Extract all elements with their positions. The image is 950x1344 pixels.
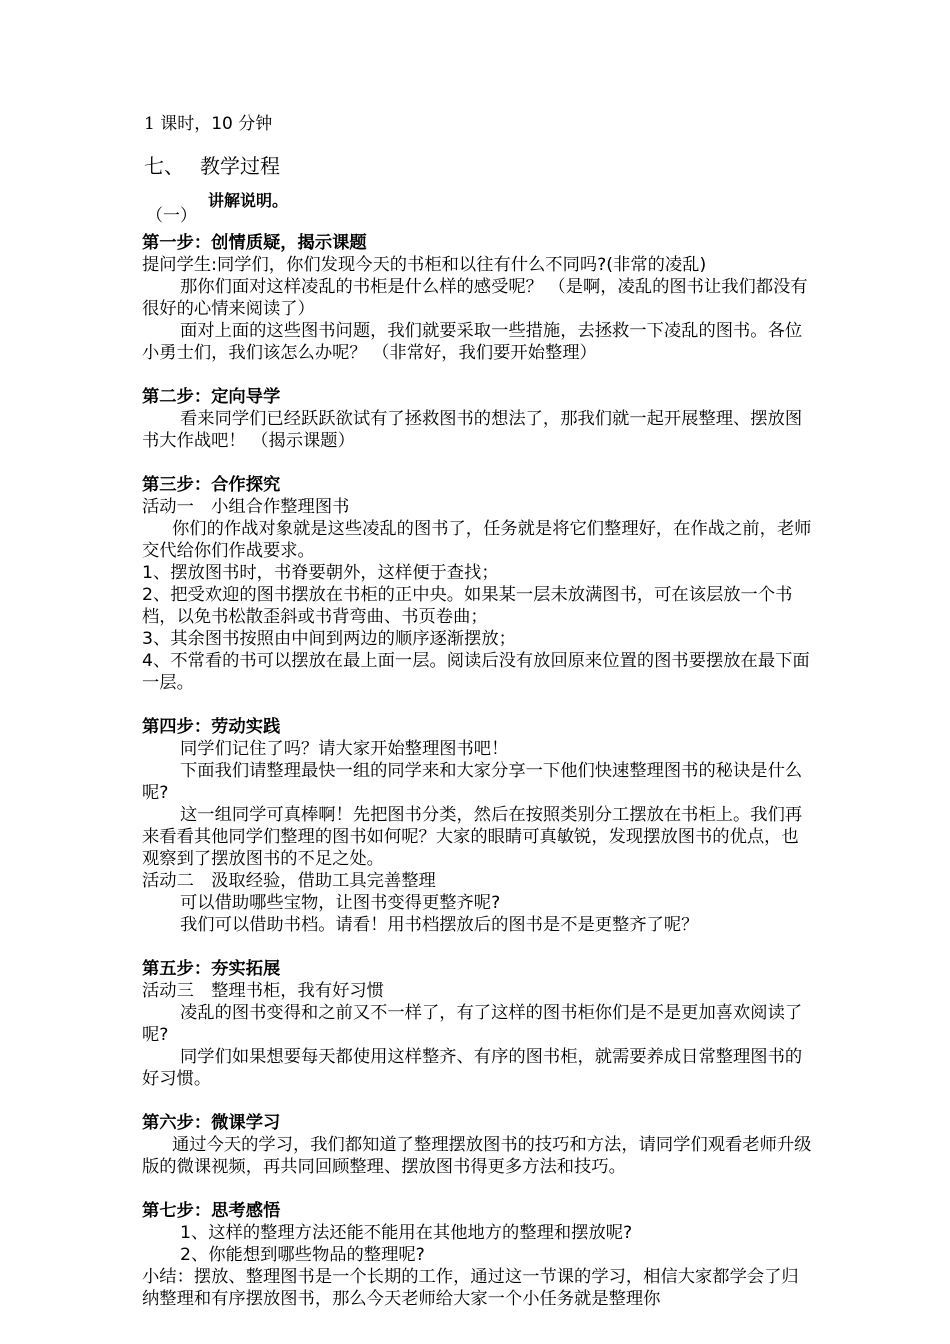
paragraph: 这一组同学可真棒啊！先把图书分类，然后在按照类别分工摆放在书柜上。我们再来看看其他同学们整理的图书如何呢？大家的眼睛可真敏锐，发现摆放图书的优点，也观察到了摆放图书的不足之处。 — [142, 805, 803, 869]
paragraph: 提问学生:同学们，你们发现今天的书柜和以往有什么不同吗?(非常的凌乱) — [142, 255, 707, 275]
paragraph: 同学们如果想要每天都使用这样整齐、有序的图书柜，就需要养成日常整理图书的好习惯。 — [142, 1047, 803, 1089]
paragraph: 同学们记住了吗？请大家开始整理图书吧！ — [180, 739, 509, 759]
paragraph: 凌乱的图书变得和之前又不一样了，有了这样的图书柜你们是不是更加喜欢阅读了呢? — [142, 1003, 803, 1045]
list-item: 2、你能想到哪些物品的整理呢? — [180, 1245, 425, 1265]
lesson-body — [142, 232, 814, 1310]
step-7-heading: 第七步：思考感悟 — [142, 1201, 281, 1221]
paragraph: 那你们面对这样凌乱的书柜是什么样的感受呢？ （是啊，凌乱的图书让我们都没有很好的心情来阅读了） — [142, 277, 808, 319]
step-1-heading: 第一步：创情质疑，揭示课题 — [142, 233, 367, 253]
lesson-duration — [144, 113, 272, 135]
list-item: 1、这样的整理方法还能不能用在其他地方的整理和摆放呢? — [180, 1223, 633, 1243]
section-number: 七、 — [144, 154, 184, 178]
duration-lead: 1 课时， — [144, 114, 212, 134]
paragraph: 我们可以借助书档。请看！用书档摆放后的图书是不是更整齐了呢？ — [180, 915, 699, 935]
paragraph: 看来同学们已经跃跃欲试有了拯救图书的想法了，那我们就一起开展整理、摆放图书大作战吧！ （揭示课题） — [142, 409, 803, 451]
paragraph: 你们的作战对象就是这些凌乱的图书了，任务就是将它们整理好，在作战之前，老师交代给你们作战要求。 — [142, 519, 812, 561]
section-title: 教学过程 — [200, 154, 280, 178]
summary-paragraph: 小结：摆放、整理图书是一个长期的工作，通过这一节课的学习，相信大家都学会了归纳整理和有序摆放图书，那么今天老师给大家一个小任务就是整理你 — [142, 1267, 799, 1309]
list-item: 4、不常看的书可以摆放在最上面一层。阅读后没有放回原来位置的图书要摆放在最下面一层。 — [142, 651, 810, 693]
step-5-heading: 第五步：夯实拓展 — [142, 959, 281, 979]
subsection-number: （一） — [146, 206, 197, 226]
step-2-heading: 第二步：定向导学 — [142, 387, 281, 407]
duration-value: 10 分钟 — [211, 114, 273, 134]
activity-title: 活动一 小组合作整理图书 — [142, 497, 350, 517]
subsection-title: 讲解说明。 — [208, 191, 289, 210]
activity-title: 活动三 整理书柜，我有好习惯 — [142, 981, 384, 1001]
activity-title: 活动二 汲取经验，借助工具完善整理 — [142, 871, 436, 891]
step-6-heading: 第六步：微课学习 — [142, 1113, 281, 1133]
paragraph: 通过今天的学习，我们都知道了整理摆放图书的技巧和方法，请同学们观看老师升级版的微课视频，再共同回顾整理、摆放图书得更多方法和技巧。 — [142, 1135, 812, 1177]
step-3-heading: 第三步：合作探究 — [142, 475, 281, 495]
paragraph: 面对上面的这些图书问题，我们就要采取一些措施，去拯救一下凌乱的图书。各位小勇士们，我们该怎么办呢？ （非常好，我们要开始整理） — [142, 321, 803, 363]
list-item: 3、其余图书按照由中间到两边的顺序逐渐摆放； — [142, 629, 516, 649]
list-item: 2、把受欢迎的图书摆放在书柜的正中央。如果某一层未放满图书，可在该层放一个书档，以免书松散歪斜或书背弯曲、书页卷曲； — [142, 585, 793, 627]
step-4-heading: 第四步：劳动实践 — [142, 717, 281, 737]
list-item: 1、摆放图书时，书脊要朝外，这样便于查找； — [142, 563, 499, 583]
paragraph: 可以借助哪些宝物，让图书变得更整齐呢? — [180, 893, 501, 913]
section-heading — [144, 153, 280, 179]
paragraph: 下面我们请整理最快一组的同学来和大家分享一下他们快速整理图书的秘诀是什么呢? — [142, 761, 803, 803]
